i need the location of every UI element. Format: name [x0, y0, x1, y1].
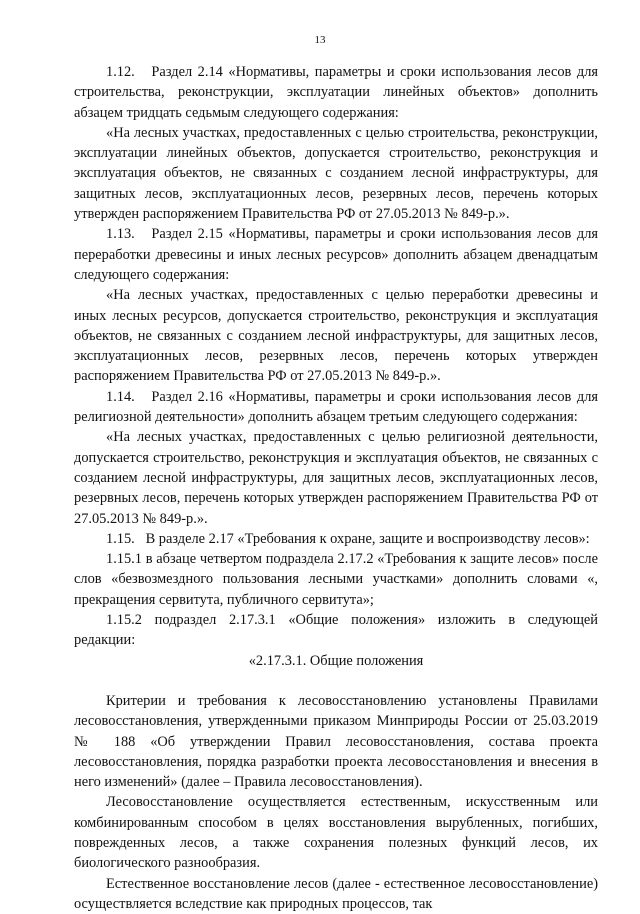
paragraph-1-12: 1.12. Раздел 2.14 «Нормативы, параметры и сроки использования лесов для строительства, реконструкции, эксплуатации линейных объектов» дополнить абзацем тридцать седьмым следующего содержания:: [74, 64, 598, 121]
spacer: [74, 671, 598, 691]
document-body: [74, 62, 598, 914]
paragraph-1-15-1: 1.15.1 в абзаце четвертом подраздела 2.17.2 «Требования к защите лесов» после слов «безвозмездного пользования лесными участками» дополнить словами «, прекращения сервитута, публичного сервитута»;: [74, 551, 598, 608]
page-number: 13: [314, 34, 326, 46]
section-heading: «2.17.3.1. Общие положения: [248, 652, 424, 669]
paragraph-1-13-quote: «На лесных участках, предоставленных с целью переработки древесины и иных лесных ресурсов, допускается строительство, реконструкция и эксплуатация объектов, не связанных с созданием лесной инфраструктуры, для защитных лесов, эксплуатационных лесов, резервных лесов, перечень которых утвержден распоряжением Правительства РФ от 27.05.2013 № 849-р.».: [74, 287, 598, 385]
paragraph-1-13: 1.13. Раздел 2.15 «Нормативы, параметры и сроки использования лесов для переработки древесины и иных лесных ресурсов» дополнить абзацем двенадцатым следующего содержания:: [74, 226, 598, 283]
paragraph-1-14: 1.14. Раздел 2.16 «Нормативы, параметры и сроки использования лесов для религиозной деятельности» дополнить абзацем третьим следующего содержания:: [74, 388, 598, 426]
paragraph-reforestation-methods: Лесовосстановление осуществляется естественным, искусственным или комбинированным способом в целях восстановления вырубленных, погибших, поврежденных лесов, а также сохранения полезных функций лесов, их биологического разнообразия.: [74, 794, 598, 872]
paragraph-1-15: 1.15. В разделе 2.17 «Требования к охране, защите и воспроизводству лесов»:: [106, 530, 590, 547]
paragraph-natural-reforestation: Естественное восстановление лесов (далее - естественное лесовосстановление) осуществляется вследствие как природных процессов, так: [74, 875, 598, 912]
paragraph-1-14-quote: «На лесных участках, предоставленных с целью религиозной деятельности, допускается строительство, реконструкция и эксплуатация объектов, не связанных с созданием лесной инфраструктуры, для защитных лесов, эксплуатационных лесов, резервных лесов, перечень которых утвержден распоряжением Правительства РФ от 27.05.2013 № 849-р.».: [74, 429, 598, 527]
paragraph-1-15-2: 1.15.2 подраздел 2.17.3.1 «Общие положения» изложить в следующей редакции:: [74, 612, 598, 649]
paragraph-1-12-quote: «На лесных участках, предоставленных с целью строительства, реконструкции, эксплуатации линейных объектов, допускается строительство, реконструкция и эксплуатация объектов, не связанных с созданием лесной инфраструктуры, для защитных лесов, эксплуатационных лесов, резервных лесов, перечень которых утвержден распоряжением Правительства РФ от 27.05.2013 № 849-р.».: [74, 124, 598, 223]
paragraph-criteria: Критерии и требования к лесовосстановлению установлены Правилами лесовосстановления, утвержденными приказом Минприроды России от 25.03.2019 № 188 «Об утверждении Правил лесовосстановления, состава проекта лесовосстановления, порядка разработки проекта лесовосстановления и внесения в него изменений» (далее – Правила лесовосстановления).: [74, 692, 598, 791]
